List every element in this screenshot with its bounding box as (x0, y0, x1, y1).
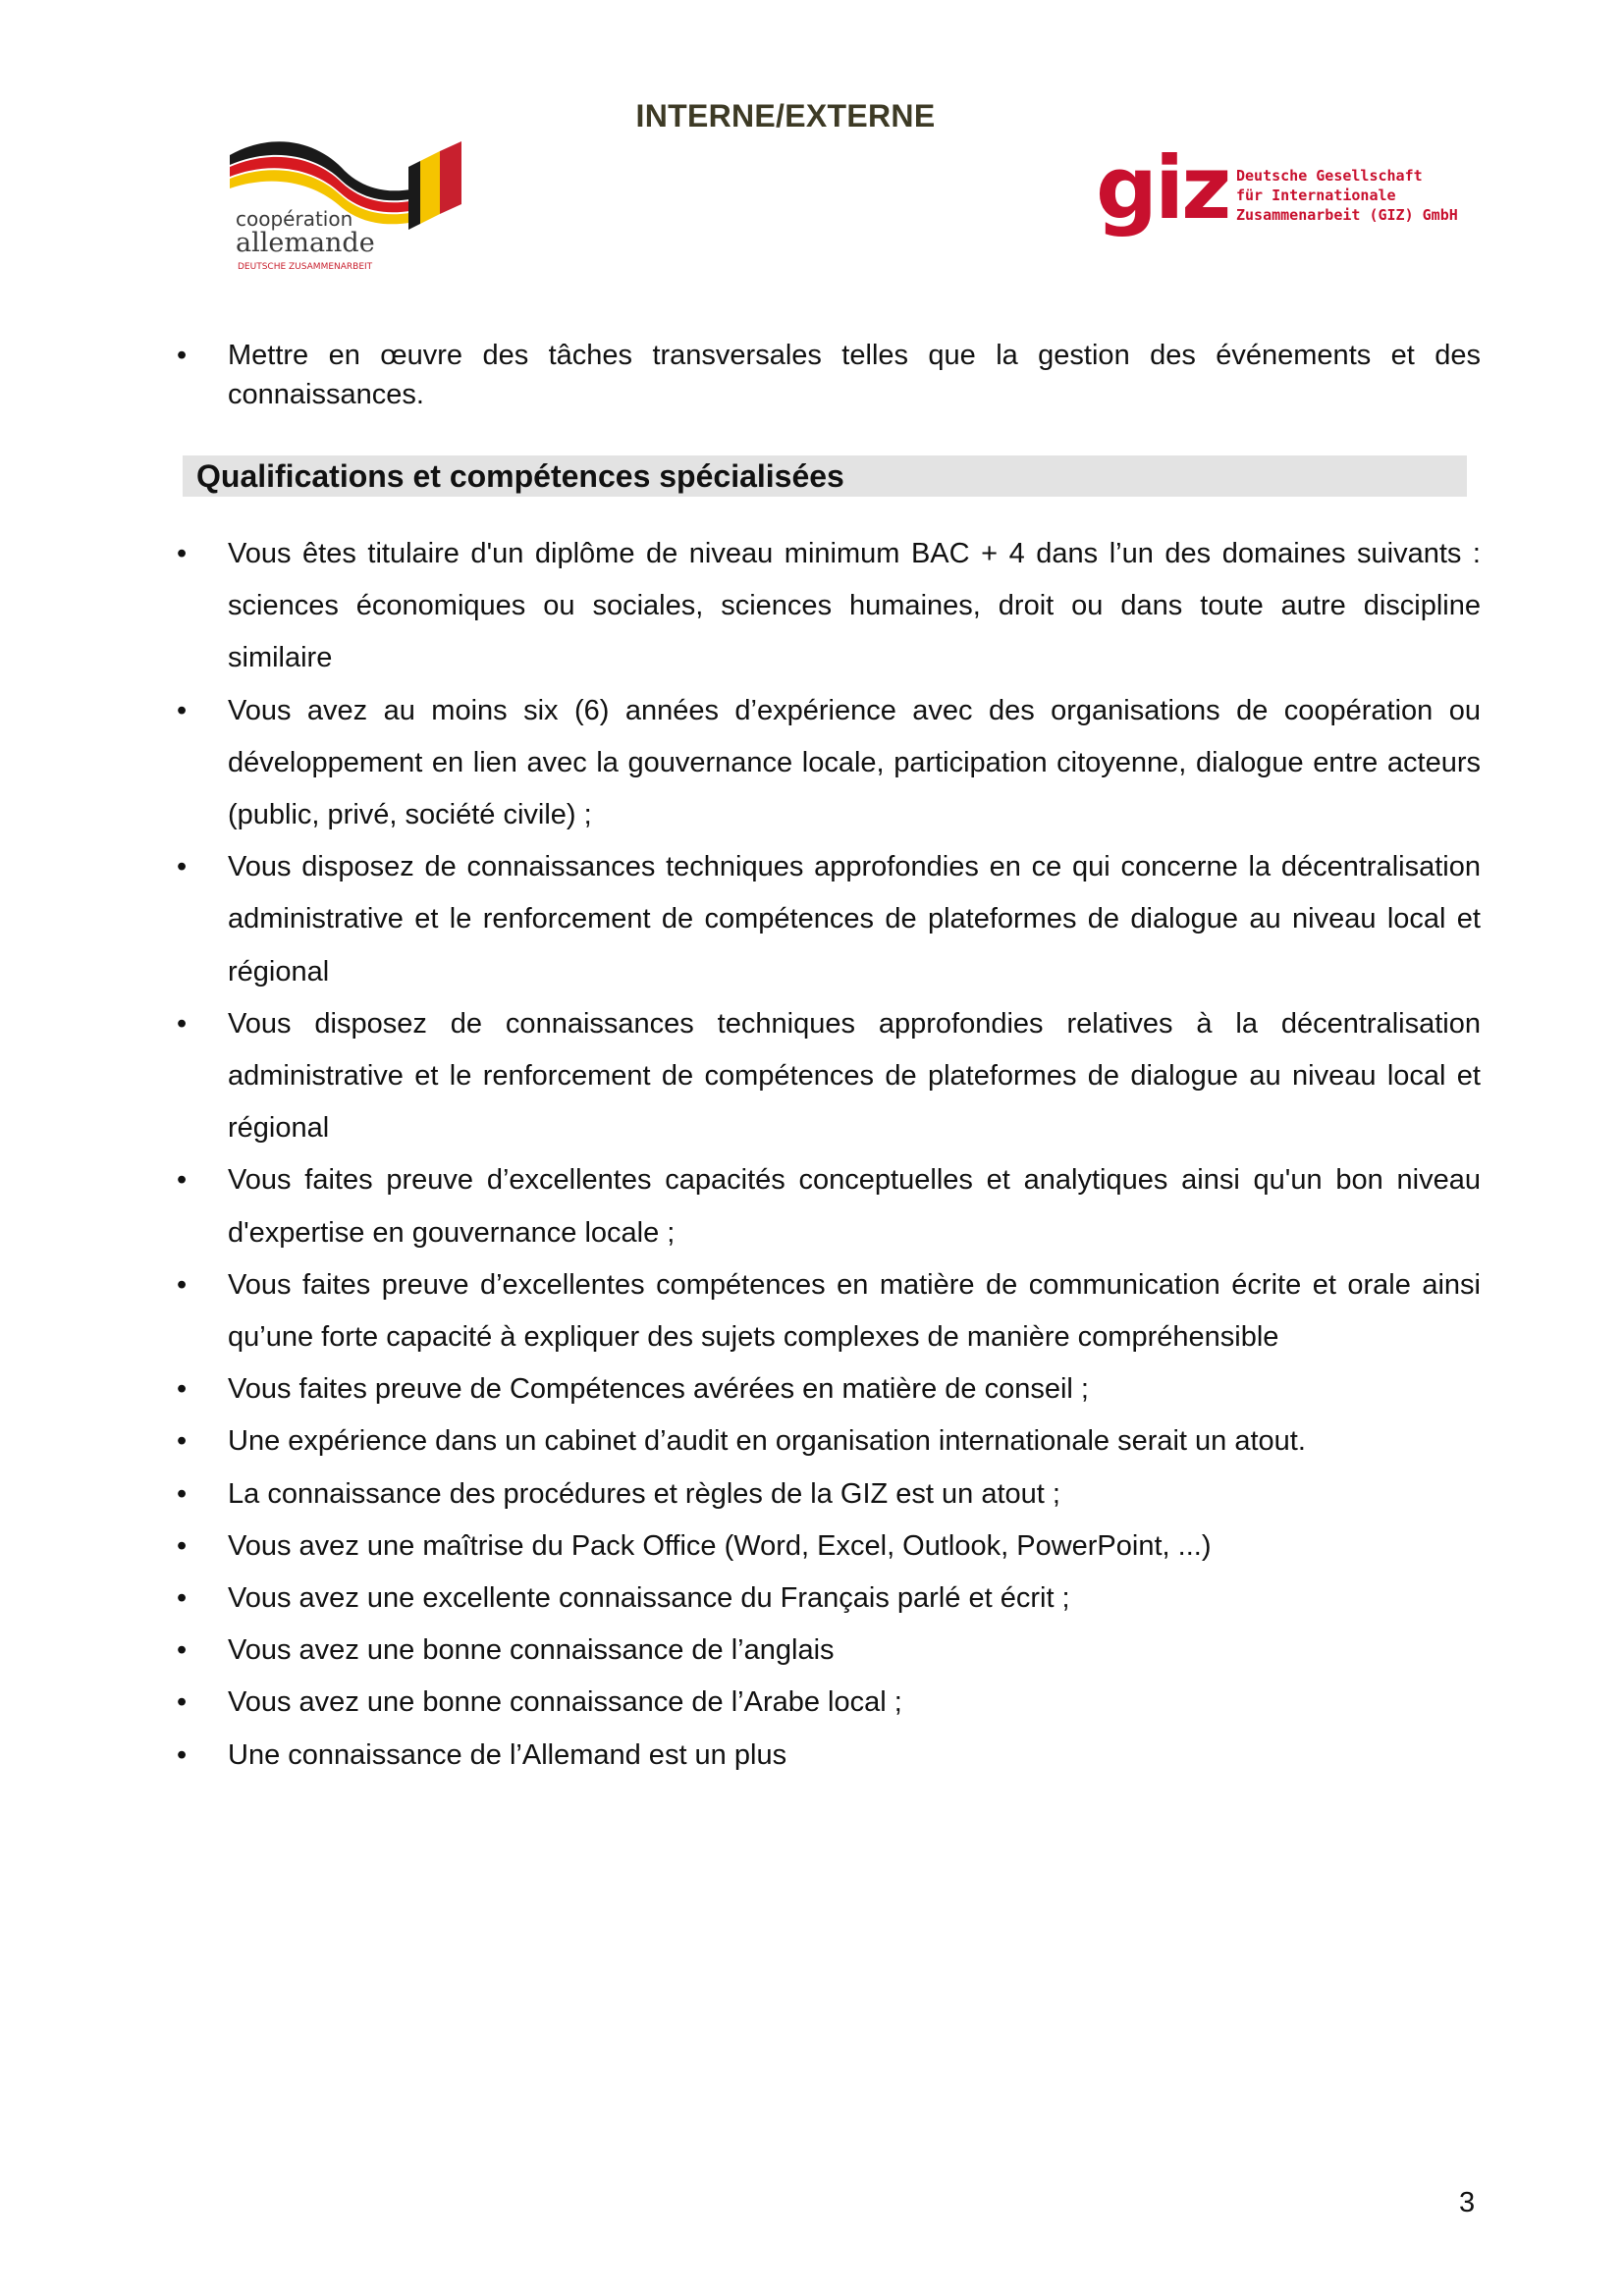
list-item (177, 336, 1481, 414)
bullet-icon: • (177, 851, 188, 883)
bullet-icon: • (177, 1738, 188, 1771)
classification-label: INTERNE/EXTERNE (635, 98, 936, 133)
bullet-icon: • (177, 538, 188, 569)
list-item (177, 528, 1481, 685)
giz-line-3: Zusammenarbeit (GIZ) GmbH (1236, 206, 1458, 224)
logo-line-cooperation: coopération (236, 207, 353, 231)
qualifications-list (177, 528, 1481, 1782)
list-item (177, 998, 1481, 1155)
bullet-icon: • (177, 1164, 188, 1197)
list-item (177, 1363, 1481, 1415)
bullet-icon: • (177, 1634, 188, 1667)
list-item-text: Vous avez une bonne connaissance de l’anglais (228, 1634, 835, 1667)
list-item (177, 841, 1481, 998)
bullet-icon: • (177, 1425, 188, 1458)
bullet-icon: • (177, 1529, 188, 1562)
list-item (177, 1677, 1481, 1729)
logo-line-deutsche: DEUTSCHE ZUSAMMENARBEIT (238, 262, 373, 272)
list-item-text: Vous faites preuve d’excellentes capacités conceptuelles et analytiques ainsi qu'un bon niveau d'expertise en gouvernance locale ; (228, 1164, 1481, 1249)
list-item (177, 1573, 1481, 1625)
list-item (177, 685, 1481, 842)
giz-wordmark: giz (1096, 147, 1229, 239)
list-item-text: Vous avez une bonne connaissance de l’Arabe local ; (228, 1686, 902, 1719)
list-item-text: Une expérience dans un cabinet d’audit en organisation internationale serait un atout. (228, 1425, 1306, 1458)
flag-band-red (440, 141, 461, 214)
list-item-text: Vous avez au moins six (6) années d’expérience avec des organisations de coopération ou développement en lien avec la gouvernance locale, participation citoyenne, dialogue entre acteurs (public, privé, société civile) ; (228, 694, 1481, 831)
list-item-text: La connaissance des procédures et règles de la GIZ est un atout ; (228, 1477, 1060, 1510)
section-heading: Qualifications et compétences spécialisées (183, 455, 1467, 497)
flag-band-gold (420, 151, 440, 224)
cooperation-allemande-logo (222, 133, 467, 276)
list-item (177, 1521, 1481, 1573)
list-item (177, 1468, 1481, 1521)
list-item-text: Vous avez une excellente connaissance du Français parlé et écrit ; (228, 1582, 1070, 1615)
list-item (177, 1259, 1481, 1363)
list-item-text: Vous faites preuve d’excellentes compétences en matière de communication écrite et orale ainsi qu’une forte capacité à expliquer des sujets complexes de manière compréhensible (228, 1268, 1481, 1354)
list-item-text: Vous disposez de connaissances techniques approfondies relatives à la décentralisation administrative et le renforcement de compétences de plateformes de dialogue au niveau local et régional (228, 1007, 1481, 1145)
logo-line-allemande: allemande (236, 228, 375, 258)
list-item-text: Vous avez une maîtrise du Pack Office (Word, Excel, Outlook, PowerPoint, ...) (228, 1529, 1212, 1562)
bullet-icon: • (177, 694, 188, 726)
bullet-icon: • (177, 340, 188, 371)
list-item (177, 1625, 1481, 1677)
bullet-icon: • (177, 1686, 188, 1719)
list-item-text: Une connaissance de l’Allemand est un plus (228, 1738, 787, 1771)
page-number: 3 (1459, 2187, 1476, 2218)
list-item-text: Vous disposez de connaissances techniques approfondies en ce qui concerne la décentralisation administrative et le renforcement de compétences de plateformes de dialogue au niveau local et régional (228, 851, 1481, 988)
list-item (177, 1730, 1481, 1782)
list-item-text: Mettre en œuvre des tâches transversales telles que la gestion des événements et des connaissances. (228, 340, 1481, 410)
list-item (177, 1415, 1481, 1468)
bullet-icon: • (177, 1268, 188, 1301)
bullet-icon: • (177, 1007, 188, 1040)
intro-list (177, 336, 1481, 414)
bullet-icon: • (177, 1373, 188, 1406)
flag-band-black (408, 161, 420, 230)
giz-line-1: Deutsche Gesellschaft (1236, 167, 1423, 185)
bullet-icon: • (177, 1477, 188, 1510)
giz-line-2: für Internationale (1236, 187, 1396, 204)
giz-logo (1096, 147, 1489, 255)
list-item (177, 1154, 1481, 1258)
list-item-text: Vous faites preuve de Compétences avérées en matière de conseil ; (228, 1373, 1089, 1406)
list-item-text: Vous êtes titulaire d'un diplôme de niveau minimum BAC + 4 dans l’un des domaines suivants : sciences économiques ou sociales, sciences humaines, droit ou dans toute autre discipline similaire (228, 538, 1481, 674)
bullet-icon: • (177, 1582, 188, 1615)
